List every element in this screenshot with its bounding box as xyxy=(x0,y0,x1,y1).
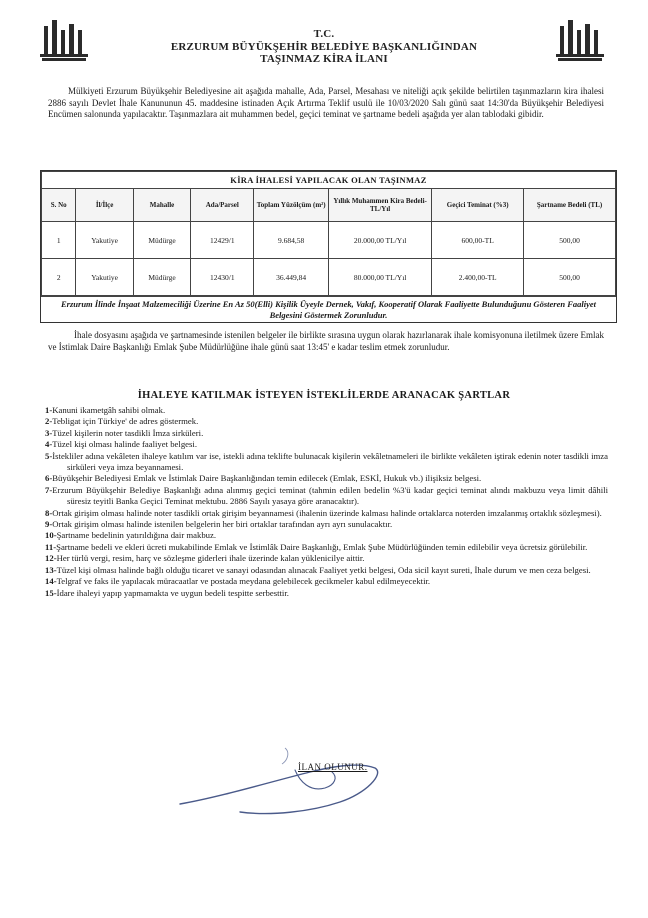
list-item xyxy=(45,530,608,541)
header-spec-fee: Şartname Bedeli (TL) xyxy=(524,189,616,222)
table-note: Erzurum İlinde İnşaat Malzemeciliği Üzerine En Az 50(Elli) Kişilik Üyeyle Dernek, Vakıf, Kooperatif Olarak Faaliyette Bulunduğunu Gösteren Faaliyet Belgesini Göstermek Zorunludur. xyxy=(41,296,616,322)
header-area: Toplam Yüzölçüm (m²) xyxy=(254,189,329,222)
intro-paragraph: Mülkiyeti Erzurum Büyükşehir Belediyesine ait aşağıda mahalle, Ada, Parsel, Mesahası ve niteliği açık şekilde belirtilen taşınmazların kira ihalesi 2886 sayılı Devlet İhale Kanununun 45. maddesine istinaden Açık Artırma Teklif usulü ile 10/03/2020 Salı günü saat 14:30'da Büyükşehir Belediyesi Encümen salonunda yapılacaktır. Taşınmazlara ait muhammen bedel, geçici teminat ve şartname bedeli aşağıda yer alan tablodaki gibidir. xyxy=(48,86,604,119)
condition-number: 6- xyxy=(45,473,53,484)
list-item xyxy=(45,416,608,427)
header-deposit: Geçici Teminat (%3) xyxy=(432,189,524,222)
condition-number: 14- xyxy=(45,576,57,587)
tender-table xyxy=(41,171,616,296)
cell-spec-fee: 500,00 xyxy=(524,222,616,259)
handwritten-signature xyxy=(160,742,410,832)
header-line-authority: ERZURUM BÜYÜKŞEHİR BELEDİYE BAŞKANLIĞINDAN xyxy=(170,40,478,53)
list-item xyxy=(45,439,608,450)
header-sno: S. No xyxy=(42,189,76,222)
condition-text: Kanuni ikametgâh sahibi olmak. xyxy=(52,405,166,415)
list-item xyxy=(45,565,608,576)
cell-rent: 20.000,00 TL/Yıl xyxy=(328,222,431,259)
conditions-list xyxy=(45,405,608,599)
list-item xyxy=(45,451,608,474)
list-item xyxy=(45,473,608,484)
cell-ada-parsel: 12429/1 xyxy=(191,222,254,259)
header-line-title: TAŞINMAZ KİRA İLANI xyxy=(260,53,388,65)
condition-number: 13- xyxy=(45,564,57,575)
condition-text: Erzurum Büyükşehir Belediye Başkanlığı adına alınmış geçici teminat (tahmin edilen bedelin %3'ü kadar geçici teminat alındı makbuzu veya limit dâhili süresiz teyitli Banka Geçici Teminat mektubu. 2886 Sayılı yasaya göre aranacaktır). xyxy=(52,484,608,507)
list-item xyxy=(45,405,608,416)
condition-number: 4- xyxy=(45,439,53,450)
cell-area: 36.449,84 xyxy=(254,259,329,296)
list-item xyxy=(45,508,608,519)
header-line-tc: T.C. xyxy=(313,28,335,40)
condition-text: Her türlü vergi, resim, harç ve sözleşme giderleri ihale üzerinde kalan yüklenicilye aittir. xyxy=(56,553,365,564)
cell-deposit: 2.400,00-TL xyxy=(432,259,524,296)
condition-number: 8- xyxy=(45,507,53,518)
cell-il-ilce: Yakutiye xyxy=(76,222,133,259)
condition-text: Şartname bedelinin yatırıldığına dair makbuz. xyxy=(56,530,217,541)
condition-text: İstekliler adına vekâleten ihaleye katılım var ise, istekli adına teklifte bulunacak kişilerin vekâletnameleri ile birlikte vekâleten iştirak edenin noter tasdikli imza sirküleri veya imza beyannamesi. xyxy=(52,450,608,473)
condition-number: 5- xyxy=(45,450,53,461)
municipality-logo-right-icon xyxy=(556,18,604,62)
condition-text: Tüzel kişi olması halinde faaliyet belgesi. xyxy=(52,439,197,450)
table-row xyxy=(42,259,616,296)
condition-number: 2- xyxy=(45,416,53,427)
table-title: KİRA İHALESİ YAPILACAK OLAN TAŞINMAZ xyxy=(42,172,616,189)
table-row xyxy=(42,222,616,259)
condition-text: Tüzel kişilerin noter tasdikli İmza sirküleri. xyxy=(52,427,204,438)
file-submission-paragraph: İhale dosyasını aşağıda ve şartnamesinde istenilen belgeler ile birlikte sırasına uygun olarak hazırlanarak ihale komisyonuna iletilmek üzere Emlak ve İstimlak Daire Başkanlığı Emlak Şube Müdürlüğüne ihale günü saat 13:45' e kadar teslim etmek zorunludur. xyxy=(48,330,604,352)
condition-number: 15- xyxy=(45,587,57,598)
condition-text: Tüzel kişi olması halinde bağlı olduğu ticaret ve sanayi odasından alınacak Faaliyet yetki belgesi, Oda sicil kayıt sureti, İhale durum ve men ceza belgesi. xyxy=(56,564,591,575)
conditions-title: İHALEYE KATILMAK İSTEYEN İSTEKLİLERDE ARANACAK ŞARTLAR xyxy=(137,390,511,401)
list-item xyxy=(45,542,608,553)
cell-area: 9.684,58 xyxy=(254,222,329,259)
condition-number: 1- xyxy=(45,405,53,415)
table-header-row xyxy=(42,189,616,222)
list-item xyxy=(45,588,608,599)
list-item xyxy=(45,576,608,587)
document-header xyxy=(120,28,528,66)
cell-sno: 2 xyxy=(42,259,76,296)
header-rent: Yıllık Muhammen Kira Bedeli-TL/Yıl xyxy=(328,189,431,222)
condition-text: Şartname bedeli ve ekleri ücreti mukabilinde Emlak ve İstimlâk Daire Başkanlığı, Emlak Şube Müdürlüğünden temin edilebilir veya ücretsiz görülebilir. xyxy=(56,541,588,552)
cell-il-ilce: Yakutiye xyxy=(76,259,133,296)
list-item xyxy=(45,428,608,439)
condition-number: 3- xyxy=(45,427,53,438)
condition-text: Ortak girişim olması halinde istenilen belgelerin her biri ortaklar tarafından ayrı ayrı sunulacaktır. xyxy=(52,519,393,530)
condition-text: Tebligat için Türkiye' de adres göstermek. xyxy=(52,416,199,427)
cell-deposit: 600,00-TL xyxy=(432,222,524,259)
header-il-ilce: İl/İlçe xyxy=(76,189,133,222)
list-item xyxy=(45,553,608,564)
cell-mahalle: Müdürge xyxy=(133,222,190,259)
condition-number: 7- xyxy=(45,484,53,495)
cell-mahalle: Müdürge xyxy=(133,259,190,296)
header-ada-parsel: Ada/Parsel xyxy=(191,189,254,222)
condition-text: İdare ihaleyi yapıp yapmamakta ve uygun bedeli tespitte serbesttir. xyxy=(56,587,289,598)
condition-number: 10- xyxy=(45,530,57,541)
cell-ada-parsel: 12430/1 xyxy=(191,259,254,296)
condition-number: 9- xyxy=(45,519,53,530)
tender-table-wrapper xyxy=(40,170,617,323)
cell-rent: 80.000,00 TL/Yıl xyxy=(328,259,431,296)
municipality-logo-left-icon xyxy=(40,18,88,62)
condition-text: Ortak girişim olması halinde noter tasdikli ortak girişim beyannamesi (ihalenin üzerinde kalması halinde ortaklarca noterden imzalanmış ortaklık sözleşmesi). xyxy=(52,507,602,518)
condition-text: Telgraf ve faks ile yapılacak müracaatlar ve postada meydana gelebilecek gecikmeler kabul edilmeyecektir. xyxy=(56,576,431,587)
list-item xyxy=(45,519,608,530)
cell-spec-fee: 500,00 xyxy=(524,259,616,296)
closing-text: İLAN OLUNUR. xyxy=(298,762,368,772)
cell-sno: 1 xyxy=(42,222,76,259)
list-item xyxy=(45,485,608,508)
condition-text: Büyükşehir Belediyesi Emlak ve İstimlak Daire Başkanlığından temin edilecek (Emlak, ESKİ, Hukuk vb.) ilişiksiz belgesi. xyxy=(52,473,482,484)
condition-number: 12- xyxy=(45,553,57,564)
condition-number: 11- xyxy=(45,541,57,552)
header-mahalle: Mahalle xyxy=(133,189,190,222)
